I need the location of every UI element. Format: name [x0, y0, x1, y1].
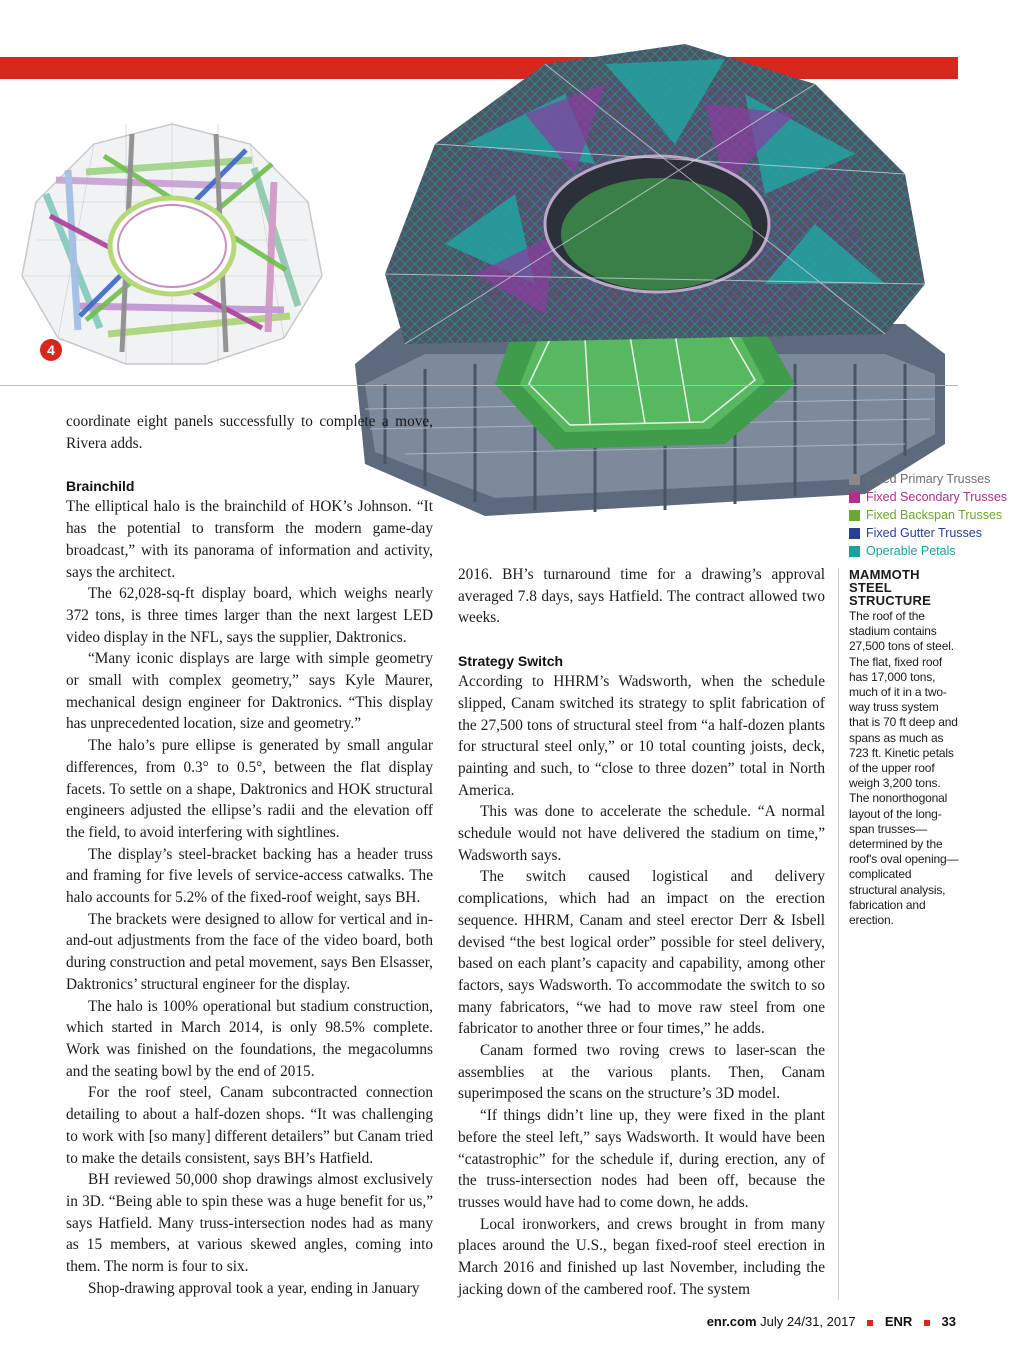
legend-swatch [849, 546, 860, 557]
paragraph: Local ironworkers, and crews brought in from many places around the U.S., began fixed-roof steel erection in March 2016 and finished up last November, including the jacking down of the cambered roof. The system [458, 1215, 825, 1298]
paragraph: The brackets were designed to allow for vertical and in-and-out adjustments from the face of the video board, both during construction and petal movement, says Ben Elsasser, Daktronics’ structural engineer for the display. [66, 910, 433, 993]
article-column-middle [458, 564, 825, 1301]
legend-item-petals [849, 542, 1024, 560]
paragraph: According to HHRM’s Wadsworth, when the schedule slipped, Canam switched its strategy to split fabrication of the 27,500 tons of structural steel from “a half-dozen plants for structural steel only,” or 10 total counting joists, deck, painting and such, to “close to three dozen” total in North America. [458, 673, 825, 799]
paragraph: “Many iconic displays are large with simple geometry or small with complex geometry,” says Kyle Maurer, mechanical design engineer for Daktronics. “This display has unprecedented location, size and geometry.” [66, 650, 433, 733]
paragraph: For the roof steel, Canam subcontracted connection detailing to about a half-dozen shops. “It was challenging to work with [so many] different detailers” but Canam tried to make the details consistent, says BH’s Hatfield. [66, 1084, 433, 1167]
stadium-steel-rendering [345, 24, 950, 524]
paragraph: Shop-drawing approval took a year, ending in January [88, 1279, 420, 1297]
paragraph: The display’s steel-bracket backing has a header truss and framing for five levels of service-access catwalks. The halo accounts for 5.2% of the fixed-roof weight, says BH. [66, 845, 433, 907]
paragraph: The halo is 100% operational but stadium construction, which started in March 2014, is only 98.5% complete. Work was finished on the foundations, the megacolumns and the seating bowl by the end of 2015. [66, 997, 433, 1080]
footer-separator-icon [924, 1320, 930, 1326]
figure-number-badge: 4 [40, 339, 62, 361]
footer-magazine: ENR [884, 1314, 913, 1329]
legend-swatch [849, 474, 860, 485]
column-divider [838, 568, 839, 1300]
paragraph: coordinate eight panels successfully to complete a move, Rivera adds. [66, 413, 433, 452]
caption-title: MAMMOTH STEEL STRUCTURE [849, 567, 931, 608]
article-column-left [66, 411, 433, 1299]
sidebar-caption [849, 568, 959, 928]
legend-label: Fixed Secondary Trusses [866, 490, 1008, 504]
paragraph: “If things didn’t line up, they were fixed in the plant before the steel left,” says Wadsworth. It would have been “catastrophic” for the schedule if, during erection, any of the truss-intersection nodes had been off, because the trusses would have had to come down, he adds. [458, 1107, 825, 1211]
section-heading: Brainchild [66, 478, 135, 495]
legend-item-secondary [849, 488, 1024, 506]
legend-item-backspan [849, 506, 1024, 524]
legend-swatch [849, 528, 860, 539]
footer-site: enr.com [706, 1314, 757, 1329]
footer-separator-icon [867, 1320, 873, 1326]
paragraph: The 62,028-sq-ft display board, which weighs nearly 372 tons, is three times larger than the next largest LED video display in the NFL, says the supplier, Daktronics. [66, 585, 433, 646]
paragraph: This was done to accelerate the schedule. “A normal schedule would not have delivered the stadium on time,” Wadsworth says. [458, 803, 825, 864]
footer-date: July 24/31, 2017 [760, 1314, 856, 1329]
legend-item-primary [849, 470, 1024, 488]
paragraph: BH reviewed 50,000 shop drawings almost exclusively in 3D. “Being able to spin these was a huge benefit for us,” says Hatfield. Many truss-intersection nodes had as many as 15 members, at various skewed angles, coming into them. The norm is four to six. [66, 1171, 433, 1276]
legend-item-gutter [849, 524, 1024, 542]
section-heading: Strategy Switch [458, 653, 564, 670]
page-footer [707, 1314, 956, 1329]
paragraph: The elliptical halo is the brainchild of HOK’s Johnson. “It has the potential to transform the modern game-day broadcast,” with its panorama of information and activity, says the architect. [66, 498, 433, 581]
roof-plan-diagram [16, 120, 328, 368]
figure-divider-rule [0, 385, 958, 386]
paragraph: The halo’s pure ellipse is generated by small angular differences, from 0.3° to 0.5°, between the flat display facets. To settle on a shape, Daktronics and HOK structural engineers adjusted the ellipse’s radii and the elevation off the field, to avoid interfering with sightlines. [66, 737, 433, 841]
paragraph: 2016. BH’s turnaround time for a drawing’s approval averaged 7.8 days, says Hatfield. The contract allowed two weeks. [458, 566, 825, 627]
legend-label: Operable Petals [866, 544, 956, 558]
legend-swatch [849, 510, 860, 521]
page-number: 33 [941, 1314, 956, 1329]
legend-label: Fixed Backspan Trusses [866, 508, 1003, 522]
legend-label: Fixed Primary Trusses [866, 472, 991, 486]
paragraph: The switch caused logistical and delivery complications, which had an impact on the erection sequence. HHRM, Canam and steel erector Derr & Isbell devised “the best logical order” possible for steel delivery, based on each plant’s capacity and capability, among other factors, says Wadsworth. To accommodate the switch to so many fabricators, “we had to move raw steel from one fabricator to another three or four times,” he adds. [458, 868, 825, 1038]
legend-swatch [849, 492, 860, 503]
truss-legend [849, 470, 1024, 560]
paragraph: Canam formed two roving crews to laser-scan the assemblies at the various plants. Then, Canam superimposed the scans on the structure’s 3D model. [458, 1042, 825, 1103]
legend-label: Fixed Gutter Trusses [866, 526, 983, 540]
caption-body: The roof of the stadium contains 27,500 tons of steel. The flat, fixed roof has 17,000 tons, much of it in a two-way truss system that is 70 ft deep and spans as much as 723 ft. Kinetic petals of the upper roof weigh 3,200 tons. The nonorthogonal layout of the long-span trusses—determined by the roof's oval opening—complicated structural analysis, fabrication and erection. [849, 609, 959, 928]
